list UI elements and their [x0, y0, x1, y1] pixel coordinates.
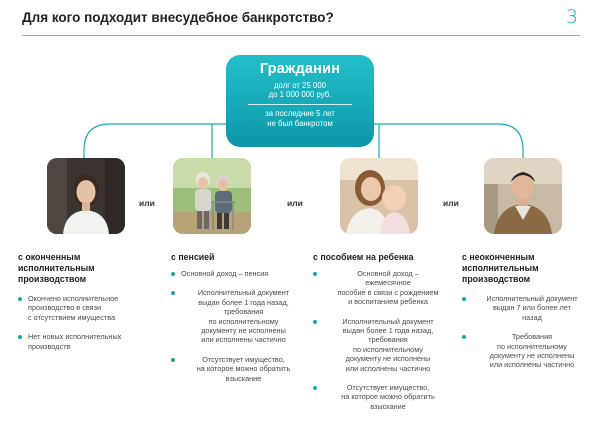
bullet-line: ежемесячное	[365, 278, 411, 288]
bullet-line: по исполнительному	[497, 341, 567, 351]
bullet-line: взыскание	[370, 401, 406, 411]
bullet-line: выдан более 1 года назад,	[198, 297, 289, 307]
connector-right	[374, 124, 523, 160]
heading-line: с пособием на ребенка	[313, 252, 414, 262]
bullet-item	[171, 355, 306, 383]
citizen-period-line1: за последние 5 лет	[265, 109, 335, 119]
category-enforcement-ongoing	[462, 252, 592, 380]
heading-line: производством	[462, 274, 531, 284]
bullet-line: документу не исполнены	[489, 351, 575, 361]
bullet-line: документу не исполнены	[201, 326, 286, 336]
citizen-period-line2: не был банкротом	[267, 118, 333, 128]
bullet-line: Нет новых исполнительных	[28, 332, 122, 342]
category-heading	[18, 252, 158, 285]
bullet-dot-icon	[171, 358, 175, 362]
citizen-debt-line2: до 1 000 000 руб.	[268, 90, 332, 100]
bullet-dot-icon	[171, 272, 175, 276]
bullet-line: Исполнительный документ	[486, 294, 578, 303]
bullet-dot-icon	[313, 320, 317, 324]
bullet-dot-icon	[462, 335, 466, 339]
category-heading	[462, 252, 592, 285]
bullet-item	[18, 332, 158, 351]
bullet-line: или исполнены частично	[345, 363, 431, 373]
bullet-line: Основной доход –	[357, 269, 419, 278]
page-number: 3	[565, 6, 578, 28]
citizen-box	[226, 55, 374, 147]
category-enforcement-ended	[18, 252, 158, 361]
bullet-item	[462, 332, 592, 370]
bullet-item	[313, 269, 453, 307]
or-label-2: или	[287, 198, 303, 208]
bullet-line: Отсутствует имущество,	[346, 383, 430, 393]
citizen-title: Гражданин	[259, 61, 341, 77]
bullet-item	[462, 294, 592, 322]
bullet-item	[313, 383, 453, 411]
young-man-photo	[484, 158, 562, 234]
bullet-line: Окончено исполнительное	[28, 294, 119, 303]
bullet-line: документу не исполнены	[345, 354, 431, 364]
bullet-line: или исполнены частично	[489, 360, 575, 370]
or-label-1: или	[139, 198, 155, 208]
bullet-item	[313, 317, 453, 373]
bullet-line: выдан более 1 года назад,	[342, 326, 434, 336]
bullet-item	[171, 269, 306, 278]
bullet-dot-icon	[171, 291, 175, 295]
bullet-line: на которое можно обратить	[196, 364, 291, 374]
bullet-line: Исполнительный документ	[342, 316, 434, 326]
bullet-line: требования	[223, 307, 264, 317]
bullet-line: пособие в связи с рождением	[337, 287, 439, 297]
bullet-item	[18, 294, 158, 322]
bullet-line: Исполнительный документ	[197, 288, 290, 298]
bullet-dot-icon	[313, 386, 317, 390]
bullet-line: назад	[522, 312, 542, 322]
citizen-divider	[248, 104, 352, 105]
elderly-couple-photo	[173, 158, 251, 234]
bullet-item	[171, 288, 306, 344]
bullet-line: Основной доход – пенсия	[181, 269, 269, 278]
bullet-line: требования	[368, 335, 408, 345]
bullet-dot-icon	[313, 272, 317, 276]
heading-line: исполнительным	[18, 263, 95, 273]
bullet-line: выдан 7 или более лет	[493, 303, 571, 313]
category-child-benefit	[313, 252, 453, 421]
category-pension	[171, 252, 306, 393]
bullet-line: взыскание	[225, 373, 262, 383]
bullet-dot-icon	[18, 297, 22, 301]
woman-portrait-photo	[47, 158, 125, 234]
bullet-line: Отсутствует имущество,	[202, 354, 285, 364]
bullet-line: и воспитанием ребенка	[348, 297, 428, 307]
bullet-line: производство в связи	[28, 303, 102, 313]
page-title: Для кого подходит внесудебное банкротство?	[22, 10, 334, 25]
bullet-dot-icon	[18, 335, 22, 339]
bullet-line: производств	[28, 341, 71, 351]
connector-left	[84, 124, 226, 160]
citizen-debt-line1: долг от 25 000	[273, 81, 327, 90]
mother-child-photo	[340, 158, 418, 234]
bullet-line: на которое можно обратить	[341, 392, 435, 402]
heading-line: с пенсией	[171, 252, 215, 262]
category-heading	[313, 252, 453, 263]
heading-line: исполнительным	[462, 263, 539, 273]
bullet-line: Требования	[511, 332, 553, 342]
category-heading	[171, 252, 306, 263]
bullet-dot-icon	[462, 297, 466, 301]
bullet-line: по исполнительному	[208, 316, 279, 326]
bullet-line: или исполнены частично	[201, 335, 286, 345]
or-label-3: или	[443, 198, 459, 208]
heading-line: с оконченным	[18, 252, 81, 262]
heading-line: производством	[18, 274, 87, 284]
bullet-line: с отсутствием имущества	[28, 312, 116, 322]
heading-line: с неоконченным	[462, 252, 535, 262]
bullet-line: по исполнительному	[353, 344, 423, 354]
